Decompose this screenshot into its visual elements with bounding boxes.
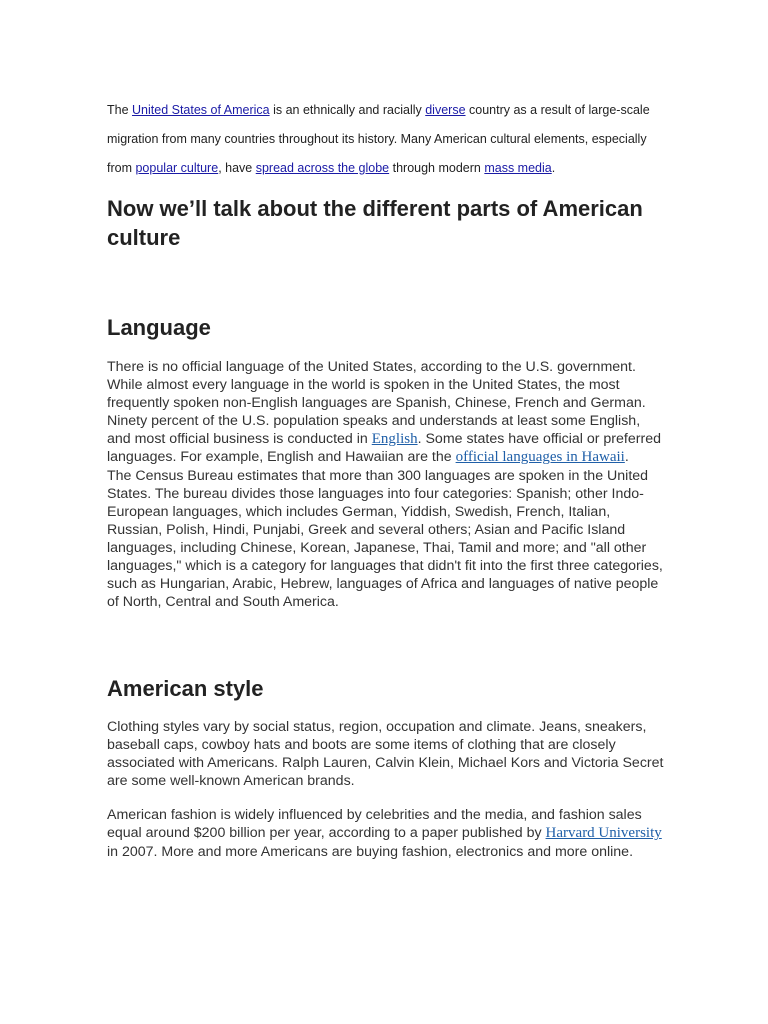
link-english[interactable]: English	[371, 431, 418, 448]
intro-text: is an ethnically and racially	[269, 103, 426, 117]
american-style-heading: American style	[107, 676, 264, 701]
link-diverse[interactable]: diverse	[425, 103, 466, 117]
intro-paragraph	[107, 96, 663, 182]
paragraph-text: .	[624, 449, 629, 466]
intro-text: , have	[218, 160, 256, 175]
link-spread-across-globe[interactable]: spread across the globe	[255, 160, 390, 175]
language-paragraph-1	[107, 358, 667, 467]
paragraph-text: American fashion is widely influenced by celebrities and the media, and fashion sales equal around $200 billion per year, according to a paper published by	[107, 807, 642, 842]
intro-text: .	[551, 160, 556, 175]
intro-text: country as a result of large-scale migration from many countries throughout its history. Many American cultural elements, especially from	[107, 103, 650, 175]
link-harvard-university[interactable]: Harvard University	[545, 825, 662, 842]
intro-text: through modern	[389, 160, 485, 175]
language-section	[107, 358, 667, 611]
link-mass-media[interactable]: mass media	[484, 160, 552, 175]
style-paragraph-2	[107, 806, 667, 860]
style-section	[107, 718, 667, 861]
style-paragraph-1: Clothing styles vary by social status, region, occupation and climate. Jeans, sneakers, baseball caps, cowboy hats and boots are some items of clothing that are closely associated with Americans. Ralph Lauren, Calvin Klein, Michael Kors and Victoria Secret are some well-known American brands.	[107, 719, 664, 790]
language-heading: Language	[107, 315, 211, 340]
paragraph-text: There is no official language of the United States, according to the U.S. government. While almost every language in the world is spoken in the United States, the most frequently spoken non-English languages are Spanish, Chinese, French and German. Ninety percent of the U.S. population speaks and understands at least some English, and most official business is conducted in	[107, 359, 646, 448]
link-official-languages-hawaii[interactable]: official languages in Hawaii	[455, 449, 625, 466]
main-heading: Now we’ll talk about the different parts of American culture	[107, 196, 643, 250]
paragraph-text: . Some states have official or preferred languages. For example, English and Hawaiian are the	[107, 431, 661, 466]
paragraph-text: in 2007. More and more Americans are buying fashion, electronics and more online.	[107, 843, 634, 860]
link-popular-culture[interactable]: popular culture	[135, 160, 219, 175]
language-paragraph-2: The Census Bureau estimates that more than 300 languages are spoken in the United States. The bureau divides those languages into four categories: Spanish; other Indo-European languages, which includes German, Yiddish, Swedish, French, Italian, Russian, Polish, Hindi, Punjabi, Greek and several others; Asian and Pacific Island languages, including Chinese, Korean, Japanese, Thai, Tamil and more; and "all other languages," which is a category for languages that didn't fit into the first three categories, such as Hungarian, Arabic, Hebrew, languages of Africa and languages of native people of North, Central and South America.	[107, 467, 663, 611]
intro-text: The	[107, 103, 133, 117]
link-united-states[interactable]: United States of America	[132, 103, 270, 117]
